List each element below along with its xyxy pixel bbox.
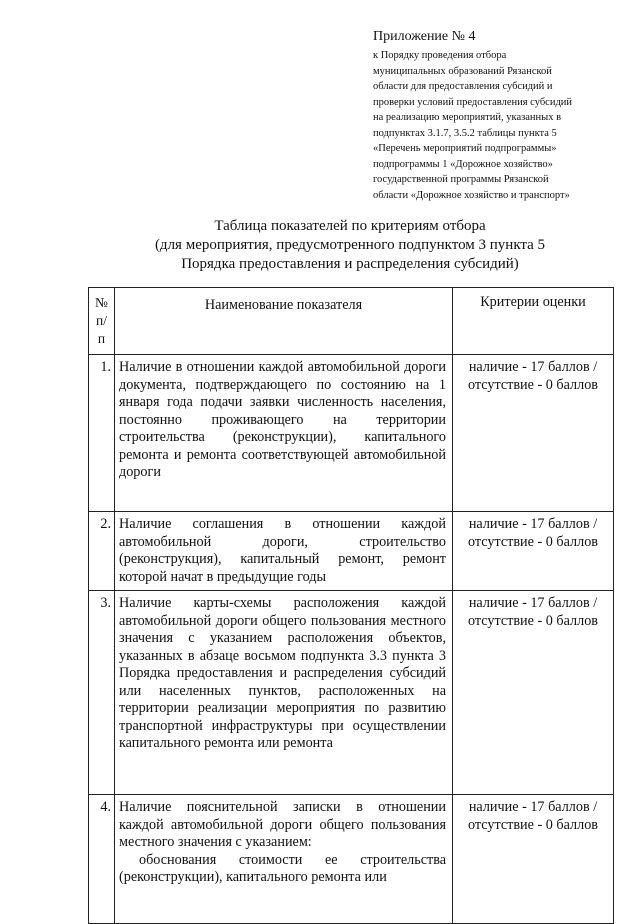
indicator-name: Наличие пояснительной записки в отношении каждой автомобильной дороги общего пользования местного значения с указанием:	[119, 799, 446, 850]
row-number: 1.	[89, 355, 115, 512]
row-number: 4.	[89, 795, 115, 924]
indicator-name-cell	[115, 795, 453, 924]
score-criteria: наличие - 17 баллов / отсутствие - 0 баллов	[453, 355, 614, 512]
indicator-name: Наличие соглашения в отношении каждой автомобильной дороги, строительство (реконструкция), капитальный ремонт, ремонт которой начат в предыдущие годы	[115, 512, 453, 591]
appendix-block	[373, 28, 613, 203]
table-header-row	[89, 288, 614, 355]
score-criteria: наличие - 17 баллов / отсутствие - 0 баллов	[453, 591, 614, 795]
score-criteria: наличие - 17 баллов / отсутствие - 0 баллов	[453, 795, 614, 924]
table-heading	[130, 217, 570, 274]
indicator-name: Наличие карты-схемы расположения каждой автомобильной дороги общего пользования местного значения с указанием расположения объектов, указанных в абзаце восьмом подпункта 3.3 пункта 3 Порядка предоставления и распределения субсидий или населенных пунктов, расположенных на территории реализации мероприятия по развитию транспортной инфраструктуры при осуществлении капитального ремонта или ремонта	[115, 591, 453, 795]
row-number: 3.	[89, 591, 115, 795]
heading-line-2: (для мероприятия, предусмотренного подпунктом 3 пункта 5	[154, 237, 546, 253]
header-number: № п/п	[89, 288, 115, 355]
table-row	[89, 355, 614, 512]
table-row	[89, 512, 614, 591]
score-criteria: наличие - 17 баллов / отсутствие - 0 баллов	[453, 512, 614, 591]
table-row	[89, 591, 614, 795]
appendix-text: к Порядку проведения отбора муниципальных образований Рязанской области для предоставления субсидий и проверки условий предоставления субсидий на реализацию мероприятий, указанных в подпунктах 3.1.7, 3.5.2 таблицы пункта 5 «Перечень мероприятий подпрограммы» подпрограммы 1 «Дорожное хозяйство» государственной программы Рязанской области «Дорожное хозяйство и транспорт»	[373, 50, 573, 201]
appendix-title: Приложение № 4	[373, 29, 476, 44]
indicator-name: Наличие в отношении каждой автомобильной дороги документа, подтверждающего по состоянию на 1 января года подачи заявки численность населения, постоянно проживающего на территории строительства (реконструкции), капитального ремонта и ремонта соответствующей автомобильной дороги	[115, 355, 453, 512]
indicator-subitem: обоснования стоимости ее строительства (реконструкции), капитального ремонта или	[119, 851, 446, 885]
table-row	[89, 795, 614, 924]
heading-line-3: Порядка предоставления и распределения субсидий)	[181, 256, 519, 272]
criteria-table	[88, 287, 614, 924]
row-number: 2.	[89, 512, 115, 591]
heading-line-1: Таблица показателей по критериям отбора	[214, 218, 486, 234]
header-indicator-name: Наименование показателя	[115, 288, 453, 355]
header-criteria: Критерии оценки	[453, 288, 614, 355]
